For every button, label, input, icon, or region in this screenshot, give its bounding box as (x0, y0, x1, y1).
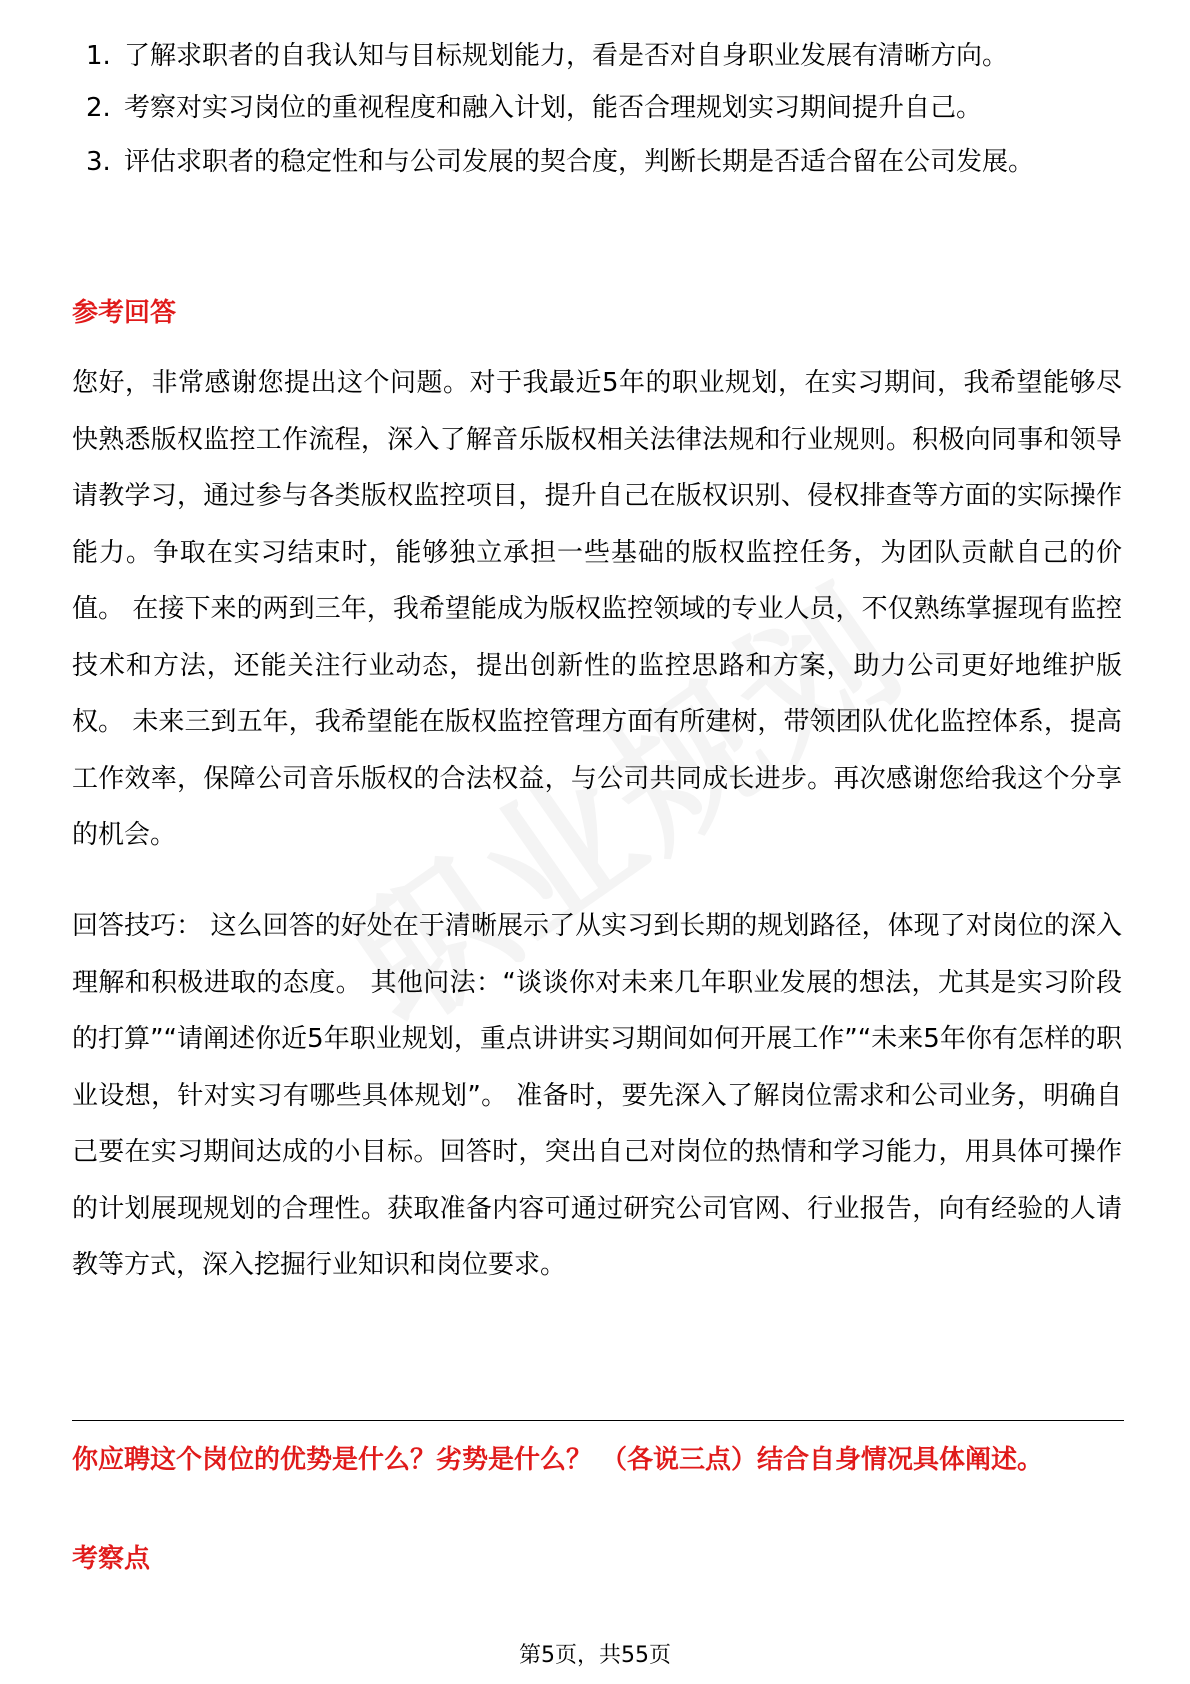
next-question-title: 你应聘这个岗位的优势是什么？劣势是什么？ （各说三点）结合自身情况具体阐述。 (72, 1445, 1044, 1475)
list-item-number: 2. (86, 93, 111, 123)
answer-paragraph: 您好，非常感谢您提出这个问题。对于我最近5年的职业规划，在实习期间，我希望能够尽快熟悉版权监控工作流程，深入了解音乐版权相关法律法规和行业规则。积极向同事和领导请教学习，通过参与各类版权监控项目，提升自己在版权识别、侵权排查等方面的实际操作能力。争取在实习结束时，能够独立承担一些基础的版权监控任务，为团队贡献自己的价值。 在接下来的两到三年，我希望能成为版权监控领域的专业人员，不仅熟练掌握现有监控技术和方法，还能关注行业动态，提出创新性的监控思路和方案，助力公司更好地维护版权。 未来三到五年，我希望能在版权监控管理方面有所建树，带领团队优化监控体系，提高工作效率，保障公司音乐版权的合法权益，与公司共同成长进步。再次感谢您给我这个分享的机会。 (72, 368, 1122, 850)
list-item-text: 考察对实习岗位的重视程度和融入计划，能否合理规划实习期间提升自己。 (124, 93, 983, 123)
list-item-text: 评估求职者的稳定性和与公司发展的契合度，判断长期是否适合留在公司发展。 (124, 147, 1035, 177)
list-item-number: 1. (86, 41, 111, 71)
reference-answer-heading: 参考回答 (72, 298, 177, 328)
inspection-heading: 考察点 (72, 1544, 151, 1574)
page-footer: 第5页，共55页 (519, 1643, 671, 1668)
section-divider (72, 1420, 1124, 1421)
tips-paragraph: 回答技巧： 这么回答的好处在于清晰展示了从实习到长期的规划路径，体现了对岗位的深入理解和积极进取的态度。 其他问法：“谈谈你对未来几年职业发展的想法，尤其是实习阶段的打算”“请阐述你近5年职业规划，重点讲讲实习期间如何开展工作”“未来5年你有怎样的职业设想，针对实习有哪些具体规划”。 准备时，要先深入了解岗位需求和公司业务，明确自己要在实习期间达成的小目标。回答时，突出自己对岗位的热情和学习能力，用具体可操作的计划展现规划的合理性。获取准备内容可通过研究公司官网、行业报告，向有经验的人请教等方式，深入挖掘行业知识和岗位要求。 (72, 911, 1122, 1280)
list-item-number: 3. (86, 147, 111, 177)
list-item-text: 了解求职者的自我认知与目标规划能力，看是否对自身职业发展有清晰方向。 (124, 41, 1009, 71)
